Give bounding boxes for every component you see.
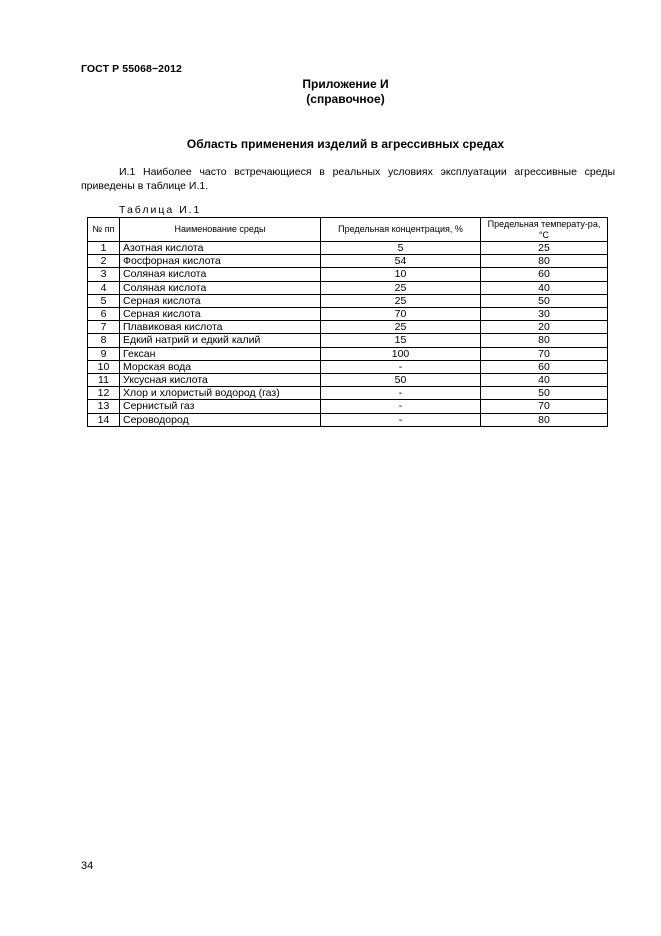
row-concentration: 100: [321, 347, 481, 360]
header-name: Наименование среды: [120, 218, 321, 242]
row-medium-name: Гексан: [120, 347, 321, 360]
table-row: [88, 255, 608, 268]
table-row: [88, 242, 608, 255]
row-temperature: 20: [481, 321, 608, 334]
table-row: [88, 334, 608, 347]
header-num: № пп: [88, 218, 120, 242]
row-number: 11: [88, 374, 120, 387]
media-table: [87, 217, 608, 427]
row-concentration: 50: [321, 374, 481, 387]
row-medium-name: Азотная кислота: [120, 242, 321, 255]
row-number: 9: [88, 347, 120, 360]
table-row: [88, 347, 608, 360]
row-temperature: 70: [481, 400, 608, 413]
row-number: 14: [88, 413, 120, 426]
row-temperature: 60: [481, 360, 608, 373]
row-medium-name: Фосфорная кислота: [120, 255, 321, 268]
table-caption: Таблица И.1: [119, 204, 202, 216]
row-number: 1: [88, 242, 120, 255]
row-concentration: -: [321, 413, 481, 426]
table-row: [88, 321, 608, 334]
row-temperature: 60: [481, 268, 608, 281]
row-medium-name: Уксусная кислота: [120, 374, 321, 387]
row-medium-name: Соляная кислота: [120, 268, 321, 281]
row-number: 7: [88, 321, 120, 334]
row-medium-name: Плавиковая кислота: [120, 321, 321, 334]
appendix-title: Приложение И: [302, 77, 389, 91]
table-row: [88, 387, 608, 400]
row-concentration: 25: [321, 294, 481, 307]
table-row: [88, 374, 608, 387]
row-medium-name: Сероводород: [120, 413, 321, 426]
row-number: 8: [88, 334, 120, 347]
row-concentration: 25: [321, 321, 481, 334]
row-medium-name: Хлор и хлористый водород (газ): [120, 387, 321, 400]
row-concentration: 5: [321, 242, 481, 255]
row-number: 3: [88, 268, 120, 281]
row-number: 13: [88, 400, 120, 413]
row-medium-name: Морская вода: [120, 360, 321, 373]
row-number: 10: [88, 360, 120, 373]
header-concentration: Предельная концентрация, %: [321, 218, 481, 242]
row-concentration: 70: [321, 308, 481, 321]
row-temperature: 70: [481, 347, 608, 360]
row-concentration: 15: [321, 334, 481, 347]
row-temperature: 40: [481, 281, 608, 294]
table-row: [88, 308, 608, 321]
row-temperature: 80: [481, 334, 608, 347]
row-temperature: 50: [481, 294, 608, 307]
table-row: [88, 360, 608, 373]
table-body: [88, 242, 608, 427]
row-temperature: 30: [481, 308, 608, 321]
table-header-row: [88, 218, 608, 242]
row-concentration: 54: [321, 255, 481, 268]
row-number: 4: [88, 281, 120, 294]
section-title: Область применения изделий в агрессивных средах: [186, 137, 505, 151]
row-number: 12: [88, 387, 120, 400]
row-number: 2: [88, 255, 120, 268]
appendix-subtitle: (справочное): [306, 92, 385, 106]
row-temperature: 80: [481, 255, 608, 268]
row-concentration: -: [321, 360, 481, 373]
row-number: 6: [88, 308, 120, 321]
row-concentration: -: [321, 387, 481, 400]
row-temperature: 40: [481, 374, 608, 387]
table-row: [88, 281, 608, 294]
row-temperature: 50: [481, 387, 608, 400]
page-number: 34: [81, 860, 94, 872]
row-number: 5: [88, 294, 120, 307]
header-temperature: Предельная температу-ра, °С: [481, 218, 608, 242]
row-concentration: -: [321, 400, 481, 413]
table-row: [88, 413, 608, 426]
table-row: [88, 294, 608, 307]
intro-paragraph: И.1 Наиболее часто встречающиеся в реальных условиях эксплуатации агрессивные среды приведены в таблице И.1.: [81, 166, 615, 192]
row-medium-name: Едкий натрий и едкий калий: [120, 334, 321, 347]
table-row: [88, 268, 608, 281]
row-medium-name: Соляная кислота: [120, 281, 321, 294]
row-medium-name: Сернистый газ: [120, 400, 321, 413]
row-concentration: 25: [321, 281, 481, 294]
row-temperature: 80: [481, 413, 608, 426]
table-row: [88, 400, 608, 413]
row-medium-name: Серная кислота: [120, 294, 321, 307]
row-concentration: 10: [321, 268, 481, 281]
row-medium-name: Серная кислота: [120, 308, 321, 321]
row-temperature: 25: [481, 242, 608, 255]
appendix-heading: [0, 77, 661, 107]
document-code: ГОСТ Р 55068−2012: [81, 63, 182, 75]
